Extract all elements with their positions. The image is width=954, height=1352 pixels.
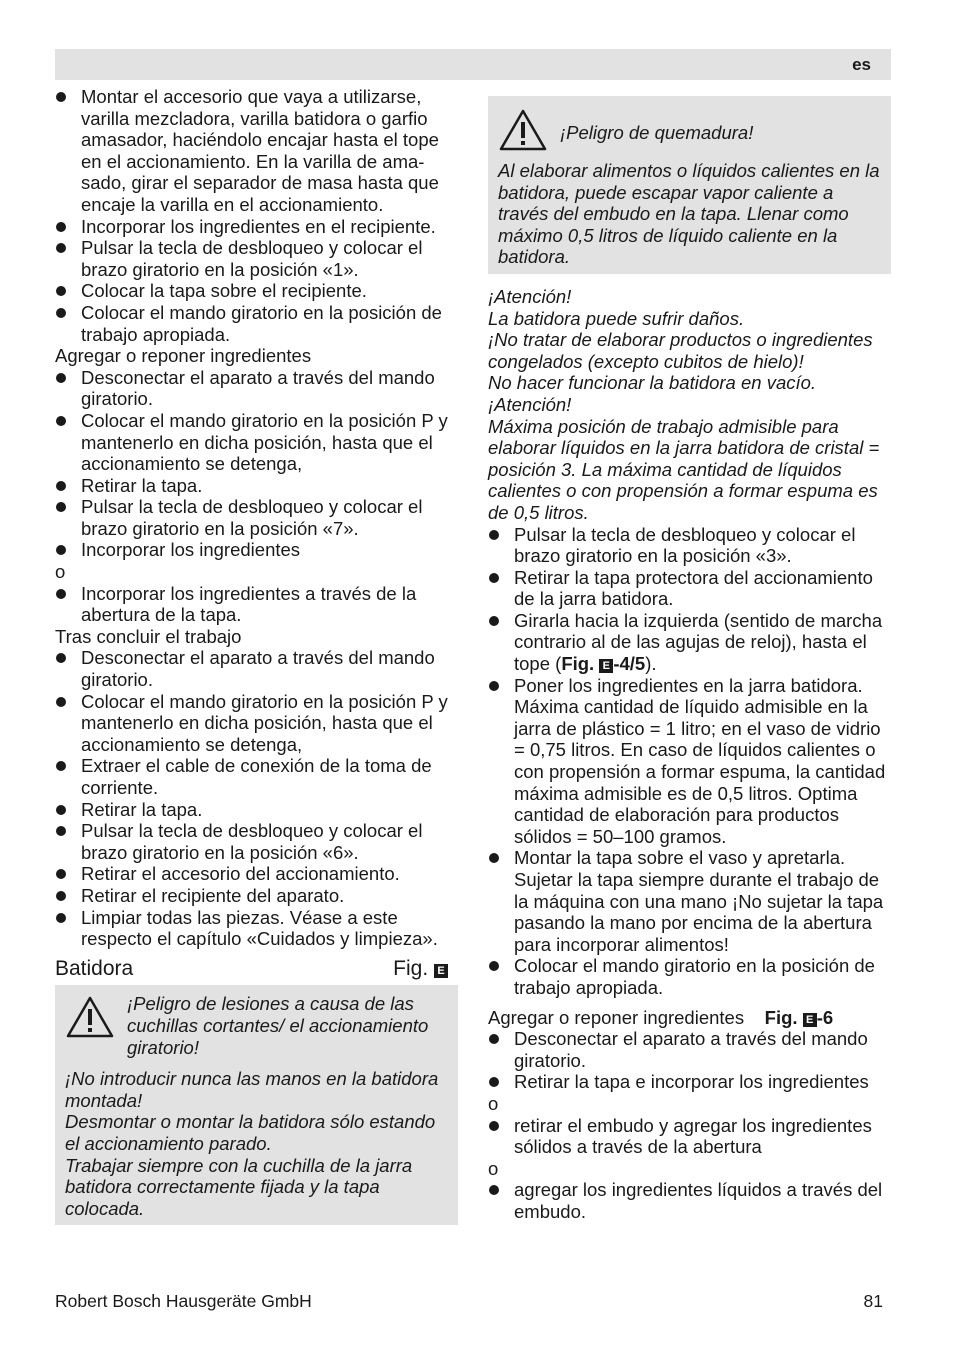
list-item: Colocar el mando giratorio en la posición P y mantenerlo en dicha posición, hasta que el accionamiento se detenga, <box>55 691 458 756</box>
heading-after-work: Tras concluir el trabajo <box>55 625 242 647</box>
attention-title: ¡Atención! <box>488 393 572 415</box>
language-code: es <box>852 55 871 74</box>
list-item: Desconectar el aparato a través del mando giratorio. <box>488 1028 891 1071</box>
bullet-icon <box>56 805 66 815</box>
or-separator: o <box>488 1157 499 1179</box>
warning-triangle-icon <box>65 995 115 1039</box>
attention-text: Máxima posición de trabajo admisible para elaborar líquidos en la jarra batidora de cristal = posición 3. La máxima cantidad de líquidos calientes o con propensión a formar espuma es de 0,5 litros. <box>488 415 880 523</box>
list-item: Montar la tapa sobre el vaso y apretarla. Sujetar la tapa siempre durante el trabajo de la máquina con una mano ¡No sujetar la tapa pasando la mano por encima de la abertura para incorporar alimentos! <box>488 847 891 955</box>
bullet-icon <box>489 853 499 863</box>
bullet-icon <box>56 653 66 663</box>
list-item: Retirar la tapa protectora del accionamiento de la jarra batidora. <box>488 567 891 610</box>
bullet-icon <box>56 869 66 879</box>
warning-text: Al elaborar alimentos o líquidos calientes en la batidora, puede escapar vapor caliente a través del embudo en la tapa. Llenar como máximo 0,5 litros de líquido caliente en la batidora. <box>498 160 880 268</box>
or-separator: o <box>488 1092 499 1114</box>
bullet-icon <box>56 481 66 491</box>
assembly-steps-list <box>55 86 458 345</box>
figure-e-icon: E <box>434 964 448 978</box>
list-item: agregar los ingredientes líquidos a través del embudo. <box>488 1179 891 1222</box>
fig-ref: Fig. E -4/5 <box>561 653 646 675</box>
warning-title: ¡Peligro de quemadura! <box>560 122 754 143</box>
bullet-icon <box>489 573 499 583</box>
list-item: Desconectar el aparato a través del mando giratorio. <box>55 647 458 690</box>
section-title-blender <box>55 958 458 980</box>
bullet-icon <box>489 1034 499 1044</box>
section-title-text: Batidora <box>55 956 134 980</box>
warning-header <box>65 993 448 1058</box>
bullet-icon <box>56 308 66 318</box>
list-item: Pulsar la tecla de desbloqueo y colocar el brazo giratorio en la posición «7». <box>55 496 458 539</box>
list-item: Pulsar la tecla de desbloqueo y colocar el brazo giratorio en la posición «6». <box>55 820 458 863</box>
footer-company: Robert Bosch Hausgeräte GmbH <box>55 1291 312 1311</box>
or-separator: o <box>55 561 66 583</box>
bullet-icon <box>56 826 66 836</box>
bullet-icon <box>56 502 66 512</box>
list-item: Incorporar los ingredientes <box>55 539 458 561</box>
list-item: Incorporar los ingredientes a través de la abertura de la tapa. <box>55 583 458 626</box>
page-number: 81 <box>863 1291 883 1311</box>
warning-line: Desmontar o montar la batidora sólo estando el accionamiento parado. <box>65 1111 436 1154</box>
list-item: Girarla hacia la izquierda (sentido de marcha contrario al de las agujas de reloj), hasta el tope (Fig. E -4/5). <box>488 610 891 675</box>
bullet-icon <box>489 961 499 971</box>
bullet-icon <box>56 913 66 923</box>
warning-box-injury <box>55 985 458 1225</box>
bullet-icon <box>489 681 499 691</box>
after-work-list <box>55 647 458 949</box>
bullet-icon <box>56 243 66 253</box>
figure-e-icon: E <box>599 659 613 673</box>
left-column <box>55 86 458 1225</box>
warning-line: ¡No introducir nunca las manos en la batidora montada! <box>65 1068 439 1111</box>
list-item: Pulsar la tecla de desbloqueo y colocar el brazo giratorio en la posición «1». <box>55 237 458 280</box>
list-item: Desconectar el aparato a través del mando giratorio. <box>55 367 458 410</box>
bullet-icon <box>56 545 66 555</box>
list-item: Colocar el mando giratorio en la posición P y mantenerlo en dicha posición, hasta que el accionamiento se detenga, <box>55 410 458 475</box>
bullet-icon <box>489 530 499 540</box>
heading-add-ingredients: Agregar o reponer ingredientes <box>55 345 312 367</box>
bullet-icon <box>56 373 66 383</box>
list-item: Extraer el cable de conexión de la toma de corriente. <box>55 755 458 798</box>
bullet-icon <box>489 1121 499 1131</box>
list-item: Incorporar los ingredientes en el recipiente. <box>55 216 458 238</box>
blender-steps-list <box>488 524 891 999</box>
warning-header <box>498 106 881 152</box>
bullet-icon <box>56 92 66 102</box>
list-item: Colocar el mando giratorio en la posición de trabajo apropiada. <box>488 955 891 998</box>
warning-title: ¡Peligro de lesiones a causa de las cuchillas cortantes/ el accionamiento giratorio! <box>127 993 429 1058</box>
fig-ref: Fig. E -6 <box>764 1006 834 1028</box>
add-liquids-list <box>488 1179 891 1222</box>
add-ingredients-alt-list <box>55 583 458 626</box>
bullet-icon <box>56 697 66 707</box>
figure-e-icon: E <box>803 1013 817 1027</box>
right-column <box>488 96 891 1223</box>
list-item: Pulsar la tecla de desbloqueo y colocar el brazo giratorio en la posición «3». <box>488 524 891 567</box>
add-solids-list <box>488 1115 891 1158</box>
warning-triangle-icon <box>498 108 548 152</box>
add-ingredients-list <box>55 367 458 561</box>
list-item: Montar el accesorio que vaya a utilizarse, varilla mezcladora, varilla batidora o garfio amasador, haciéndolo encajar hasta el tope en el accionamiento. En la varilla de ama-sado, girar el separador de masa hasta que encaje la varilla en el accionamiento. <box>55 86 458 216</box>
attention-line: ¡No tratar de elaborar productos o ingredientes congelados (excepto cubitos de hielo)! <box>488 329 873 372</box>
language-bar <box>55 49 891 80</box>
list-item: retirar el embudo y agregar los ingredientes sólidos a través de la abertura <box>488 1115 891 1158</box>
list-item: Colocar el mando giratorio en la posición de trabajo apropiada. <box>55 302 458 345</box>
attention-line: No hacer funcionar la batidora en vacío. <box>488 372 817 394</box>
list-item: Colocar la tapa sobre el recipiente. <box>55 280 458 302</box>
section-fig-ref: Fig. E <box>393 958 448 980</box>
list-item: Limpiar todas las piezas. Véase a este respecto el capítulo «Cuidados y limpieza». <box>55 907 458 950</box>
bullet-icon <box>56 891 66 901</box>
attention-title: ¡Atención! <box>488 285 572 307</box>
warning-line: Trabajar siempre con la cuchilla de la jarra batidora correctamente fijada y la tapa colocada. <box>65 1154 413 1219</box>
bullet-icon <box>489 616 499 626</box>
list-item: Retirar el accesorio del accionamiento. <box>55 863 458 885</box>
warning-box-burn <box>488 96 891 274</box>
attention-line: La batidora puede sufrir daños. <box>488 307 745 329</box>
heading-add-ingredients-blender: Agregar o reponer ingredientes Fig. E -6 <box>488 1006 834 1028</box>
bullet-icon <box>56 589 66 599</box>
add-ingredients-blender-list <box>488 1028 891 1093</box>
bullet-icon <box>489 1185 499 1195</box>
list-item: Retirar el recipiente del aparato. <box>55 885 458 907</box>
list-item: Poner los ingredientes en la jarra batidora. Máxima cantidad de líquido admisible en la jarra de plástico = 1 litro; en el vaso de vidrio = 0,75 litros. En caso de líquidos calientes o con propensión a formar espuma, la cantidad máxima admisible es de 0,5 litros. Optima cantidad de elaboración para productos sólidos = 50–100 gramos. <box>488 675 891 848</box>
bullet-icon <box>56 416 66 426</box>
list-item: Retirar la tapa. <box>55 475 458 497</box>
bullet-icon <box>489 1077 499 1087</box>
bullet-icon <box>56 761 66 771</box>
bullet-icon <box>56 286 66 296</box>
list-item: Retirar la tapa. <box>55 799 458 821</box>
bullet-icon <box>56 222 66 232</box>
list-item: Retirar la tapa e incorporar los ingredientes <box>488 1071 891 1093</box>
